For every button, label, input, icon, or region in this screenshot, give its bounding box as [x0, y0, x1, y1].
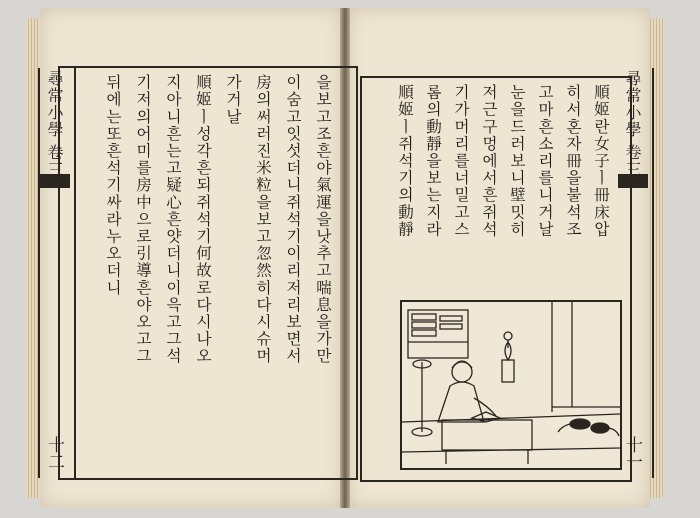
right-text-column-2: 히서혼자冊을불석조 [564, 84, 582, 238]
left-text-column-8: 뒤에는또흔석기싸라누오더니 [104, 74, 122, 297]
left-text-column-4: 가거날 [224, 74, 242, 126]
right-text-column-8: 順姬ㅣ쥐석기의動靜 [396, 84, 414, 238]
right-text-column-1: 順姬란女子ㅣ冊床압 [592, 84, 610, 238]
right-text-column-7: 롬의動靜을보는지라 [424, 84, 442, 238]
left-text-column-1: 을보고조흔야氣運을낫추고喘息을가만 [314, 74, 332, 365]
woodblock-illustration [400, 300, 622, 470]
left-text-column-6: 지아니흔는고疑心흔얏더니이윽고그석 [164, 74, 182, 365]
girl-reading-illustration [402, 302, 620, 468]
right-text-column-4: 눈을드러보니壁밋히 [508, 84, 526, 238]
left-text-column-2: 이숨고잇섯더니쥐석기이리저리보면서 [284, 74, 302, 365]
left-text-column-5: 順姬ㅣ성각흔되쥐석기何故로다시나오 [194, 74, 212, 365]
open-book [40, 8, 650, 508]
right-text-column-6: 기가머리를너밀고스 [452, 84, 470, 238]
right-running-header: 尋常小學 卷三 [623, 70, 642, 179]
left-header-column [38, 68, 76, 478]
left-text-column-7: 기저의어미를房中으로引導흔야오고그 [134, 74, 152, 365]
right-text-column-5: 저근구멍에서흔쥐석 [480, 84, 498, 238]
left-page-number: 十二 [44, 436, 64, 470]
right-header-column [618, 68, 654, 478]
right-text-column-3: 고마흔소리를니거날 [536, 84, 554, 238]
left-running-header: 尋常小學 卷三 [45, 70, 64, 179]
right-page-number: 十一 [622, 436, 642, 470]
left-text-column-3: 房의써러진米粒을보고忽然히다시슈머 [254, 74, 272, 365]
